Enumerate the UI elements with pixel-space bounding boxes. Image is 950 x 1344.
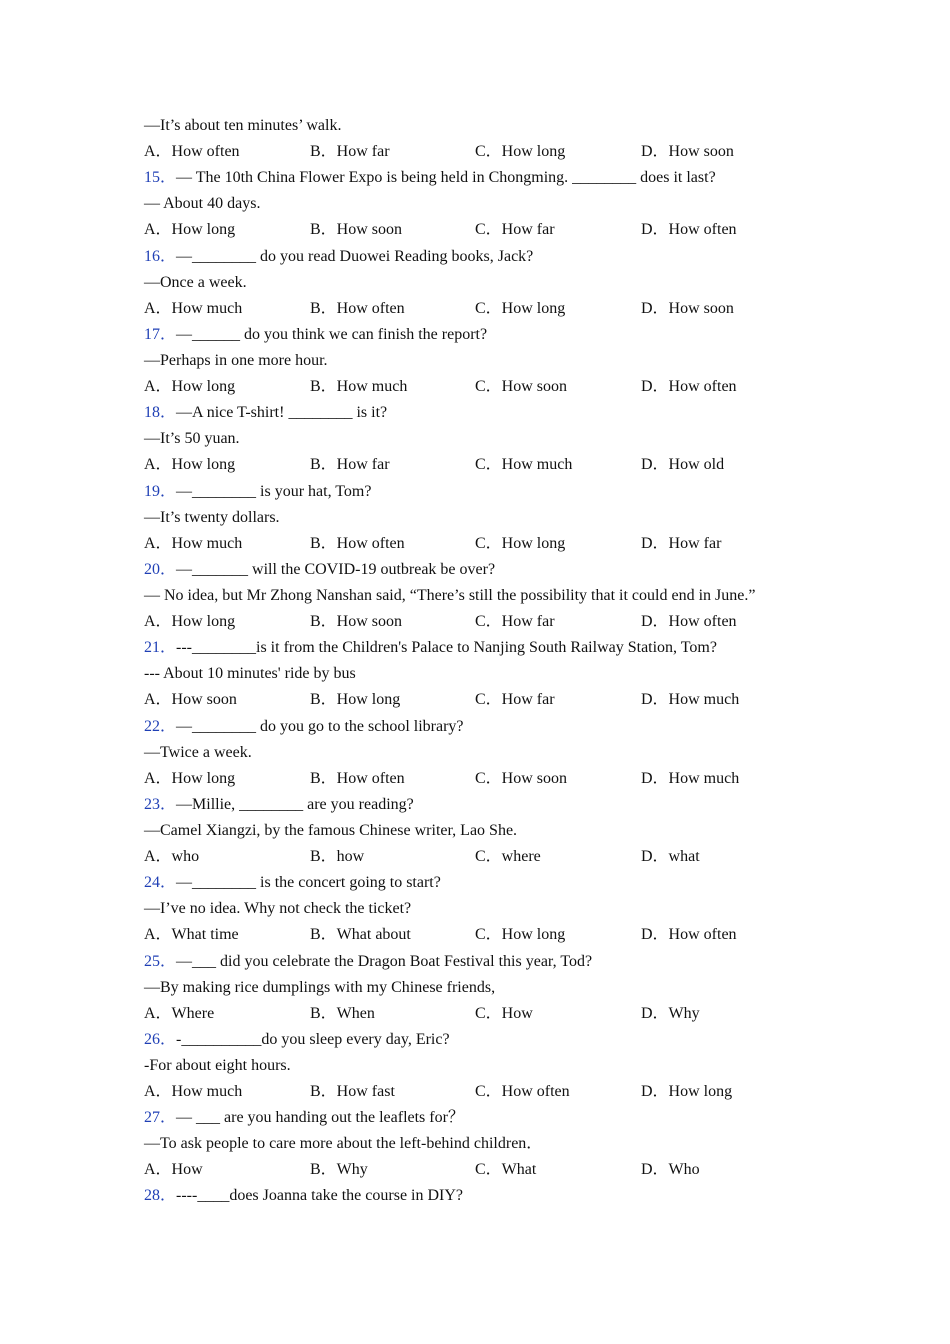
question-text: —_______ will the COVID-19 outbreak be over? (176, 560, 496, 578)
answer-options (144, 531, 844, 557)
answer-option: A．How soon (144, 691, 237, 709)
question-line (144, 1027, 844, 1053)
answer-options (144, 687, 844, 713)
answer-option: D．How soon (641, 143, 734, 161)
answer-option: D．How often (641, 378, 737, 396)
dialogue-text: -For about eight hours. (144, 1056, 291, 1074)
question-number: 26． (144, 1030, 177, 1048)
answer-option: B．How often (310, 534, 405, 552)
answer-option: A．How long (144, 769, 236, 787)
dialogue-text: —It’s twenty dollars. (144, 508, 280, 526)
dialogue-text: —Once a week. (144, 273, 247, 291)
answer-option: B．What about (310, 926, 411, 944)
answer-option: C．How (475, 1004, 533, 1022)
answer-option: A．who (144, 848, 200, 866)
answer-options (144, 766, 844, 792)
question-text: — ___ are you handing out the leaflets for？ (176, 1109, 464, 1127)
answer-option: D．Who (641, 1161, 700, 1179)
answer-option: C．How far (475, 691, 555, 709)
dialogue-line (144, 975, 844, 1001)
dialogue-text: —It’s about ten minutes’ walk. (144, 117, 342, 134)
answer-option: D．How much (641, 691, 740, 709)
answer-option: C．How soon (475, 769, 568, 787)
answer-options (144, 139, 844, 165)
answer-options (144, 1079, 844, 1105)
question-line (144, 165, 844, 191)
question-number: 23． (144, 795, 177, 813)
answer-option: D．How often (641, 221, 737, 239)
question-line (144, 792, 844, 818)
question-text: —________ is the concert going to start? (176, 874, 441, 892)
answer-option: A．How much (144, 299, 243, 317)
answer-option: A．How long (144, 456, 236, 474)
answer-option: C．How far (475, 613, 555, 631)
question-number: 20． (144, 560, 177, 578)
dialogue-text: — About 40 days. (144, 195, 261, 213)
answer-options (144, 452, 844, 478)
question-number: 18． (144, 404, 177, 422)
question-text: ----____does Joanna take the course in DIY? (176, 1187, 464, 1205)
answer-option: C．How far (475, 221, 555, 239)
dialogue-text: —Twice a week. (144, 743, 252, 761)
answer-option: A．How long (144, 221, 236, 239)
dialogue-text: —Perhaps in one more hour. (144, 351, 328, 369)
answer-option: A．How much (144, 534, 243, 552)
question-line (144, 949, 844, 975)
answer-options (144, 922, 844, 948)
answer-option: B．How fast (310, 1083, 395, 1101)
answer-option: C．How long (475, 534, 566, 552)
answer-option: D．How often (641, 613, 737, 631)
dialogue-line (144, 896, 844, 922)
answer-option: A．Where (144, 1004, 215, 1022)
answer-option: C．How much (475, 456, 573, 474)
answer-option: C．What (475, 1161, 537, 1179)
answer-option: D．what (641, 848, 700, 866)
answer-option: D．How much (641, 769, 740, 787)
dialogue-line (144, 270, 844, 296)
question-line (144, 714, 844, 740)
answer-option: D．How long (641, 1083, 733, 1101)
dialogue-text: — No idea, but Mr Zhong Nanshan said, “There’s still the possibility that it could end in June.” (144, 586, 756, 604)
question-number: 25． (144, 952, 177, 970)
dialogue-line (144, 113, 844, 139)
question-line (144, 635, 844, 661)
answer-options (144, 1001, 844, 1027)
answer-option: D．How often (641, 926, 737, 944)
question-text: —Millie, ________ are you reading? (176, 795, 414, 813)
answer-option: B．How soon (310, 613, 403, 631)
answer-option: C．How long (475, 299, 566, 317)
answer-option: B．How far (310, 456, 390, 474)
question-line (144, 244, 844, 270)
question-number: 19． (144, 482, 177, 500)
answer-options (144, 296, 844, 322)
answer-option: B．How often (310, 769, 405, 787)
question-text: -__________do you sleep every day, Eric? (176, 1030, 450, 1048)
answer-option: B．How far (310, 143, 390, 161)
question-line (144, 322, 844, 348)
dialogue-text: —It’s 50 yuan. (144, 430, 240, 448)
question-text: —A nice T-shirt! ________ is it? (176, 404, 388, 422)
answer-options (144, 217, 844, 243)
dialogue-line (144, 661, 844, 687)
answer-option: A．How long (144, 613, 236, 631)
question-text: — The 10th China Flower Expo is being held in Chongming. ________ does it last? (176, 169, 716, 187)
answer-option: D．How old (641, 456, 725, 474)
question-line (144, 870, 844, 896)
answer-option: B．Why (310, 1161, 368, 1179)
answer-option: D．Why (641, 1004, 700, 1022)
answer-option: B．how (310, 848, 365, 866)
question-text: —___ did you celebrate the Dragon Boat Festival this year, Tod? (176, 952, 593, 970)
dialogue-line (144, 505, 844, 531)
question-number: 21． (144, 639, 177, 657)
dialogue-text: —I’ve no idea. Why not check the ticket? (144, 900, 412, 918)
answer-option: B．When (310, 1004, 375, 1022)
dialogue-line (144, 348, 844, 374)
question-text: —________ is your hat, Tom? (176, 482, 372, 500)
answer-options (144, 844, 844, 870)
answer-option: D．How far (641, 534, 722, 552)
question-number: 17． (144, 325, 177, 343)
answer-option: A．How much (144, 1083, 243, 1101)
answer-options (144, 374, 844, 400)
answer-option: C．where (475, 848, 541, 866)
answer-option: B．How often (310, 299, 405, 317)
answer-option: D．How soon (641, 299, 734, 317)
question-line (144, 400, 844, 426)
answer-option: B．How soon (310, 221, 403, 239)
question-line (144, 1105, 844, 1131)
answer-option: C．How often (475, 1083, 570, 1101)
question-text: ---________is it from the Children's Palace to Nanjing South Railway Station, Tom? (176, 639, 717, 657)
answer-option: C．How soon (475, 378, 568, 396)
dialogue-line (144, 426, 844, 452)
dialogue-line (144, 583, 844, 609)
question-number: 27． (144, 1109, 177, 1127)
answer-option: B．How much (310, 378, 408, 396)
dialogue-text: --- About 10 minutes' ride by bus (144, 665, 356, 683)
question-number: 24． (144, 874, 177, 892)
dialogue-line (144, 1131, 844, 1157)
dialogue-line (144, 1053, 844, 1079)
question-line (144, 1183, 844, 1209)
question-text: —________ do you read Duowei Reading books, Jack? (176, 247, 534, 265)
dialogue-line (144, 818, 844, 844)
question-number: 16． (144, 247, 177, 265)
answer-option: B．How long (310, 691, 401, 709)
answer-option: A．How long (144, 378, 236, 396)
answer-options (144, 1157, 844, 1183)
question-number: 22． (144, 717, 177, 735)
dialogue-line (144, 740, 844, 766)
dialogue-text: —By making rice dumplings with my Chinese friends, (144, 978, 496, 996)
answer-option: A．What time (144, 926, 239, 944)
question-line (144, 557, 844, 583)
dialogue-text: —To ask people to care more about the left-behind children． (144, 1135, 543, 1153)
question-line (144, 479, 844, 505)
dialogue-line (144, 191, 844, 217)
question-number: 15． (144, 169, 177, 187)
answer-option: A．How (144, 1161, 203, 1179)
question-text: —________ do you go to the school library? (176, 717, 464, 735)
dialogue-text: —Camel Xiangzi, by the famous Chinese writer, Lao She. (144, 821, 518, 839)
answer-options (144, 609, 844, 635)
answer-option: A．How often (144, 143, 240, 161)
question-number: 28． (144, 1187, 177, 1205)
exercise-list (144, 113, 844, 1210)
answer-option: C．How long (475, 143, 566, 161)
answer-option: C．How long (475, 926, 566, 944)
question-text: —______ do you think we can finish the report? (176, 325, 488, 343)
